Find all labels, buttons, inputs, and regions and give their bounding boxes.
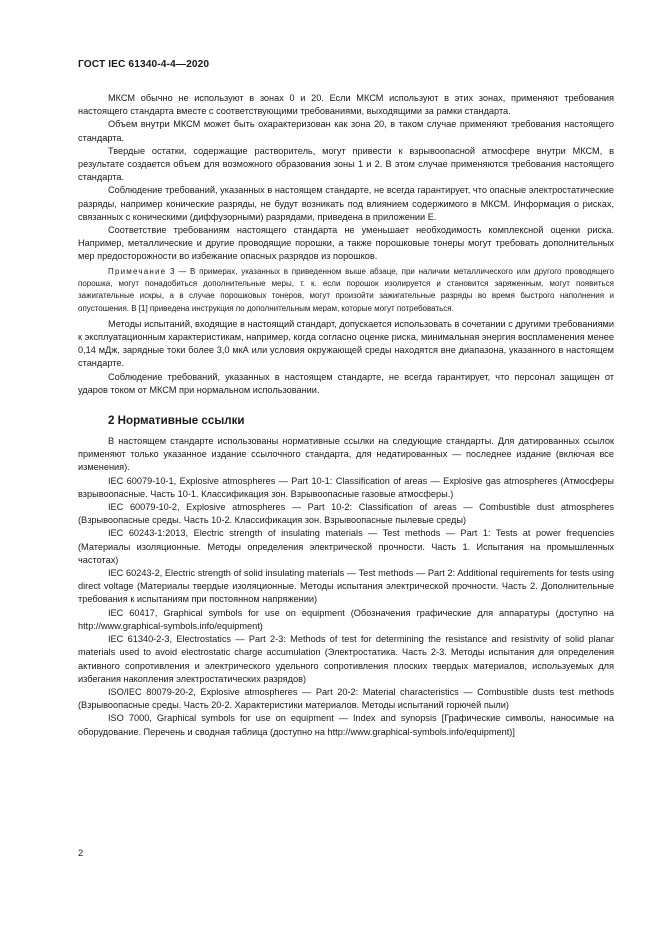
reference-item: IEC 60243-1:2013, Electric strength of insulating materials — Test methods — Part 1: Tests at power frequencies (Материалы изоляционные. Методы определения электрической прочности. Часть 1. Испытания на промышленных частотах)	[78, 528, 614, 565]
paragraph: Методы испытаний, входящие в настоящий стандарт, допускается использовать в сочетании с другими требованиями к эксплуатационным характеристикам, например, когда согласно оценке риска, минимальная энергия воспламенения менее 0,14 мДж, зарядные токи более 3,0 мкА или условия окружающей среды находятся вне диапазона, указанного в настоящем стандарте.	[78, 318, 614, 369]
paragraph: Соблюдение требований, указанных в настоящем стандарте, не всегда гарантирует, что опасные электростатические разряды, например конические разряды, не будут возникать под влиянием содержимого в МКСМ. Информация о рисках, связанных с коническими (диффузорными) разрядами, приведена в приложении Е.	[78, 185, 614, 222]
reference-item: IEC 60417, Graphical symbols for use on equipment (Обозначения графические для аппаратуры (доступно на http://www.graphical-symbols.info/equipment)	[78, 607, 614, 631]
reference-item: IEC 61340-2-3, Electrostatics — Part 2-3: Methods of test for determining the resistance and resistivity of solid planar materials used to avoid electrostatic charge accumulation (Электростатика. Часть 2-3. Методы испытания для определения активного сопротивления и электрического удельного сопротивления плоских твердых материалов, используемых для избегания накопления электростатических разрядов)	[78, 634, 614, 684]
paragraph: Соответствие требованиям настоящего стандарта не уменьшает необходимость комплексной оценки риска. Например, металлические и другие проводящие порошки, а также порошковые тонеры могут требовать дополнительных мер предосторожности во избежание опасных разрядов из порошков.	[78, 225, 614, 262]
paragraph: МКСМ обычно не используют в зонах 0 и 20. Если МКСМ используют в этих зонах, применяют требования настоящего стандарта вместе с соответствующими требованиями, выходящими за рамки стандарта.	[78, 93, 614, 117]
reference-item: ISO 7000, Graphical symbols for use on equipment — Index and synopsis [Графические символы, наносимые на оборудование. Перечень и сводная таблица (доступно на http://www.graphical-symbols.info/equipment)]	[78, 713, 614, 737]
paragraph: Соблюдение требований, указанных в настоящем стандарте, не всегда гарантирует, что персонал защищен от ударов током от МКСМ при нормальном использовании.	[78, 371, 614, 395]
document-body	[78, 92, 614, 739]
paragraph: Твердые остатки, содержащие растворитель, могут привести к взрывоопасной атмосфере внутри МКСМ, в результате создается объем для возможного образования зоны 1 и 2. В этом случае применяются требования настоящего стандарта.	[78, 145, 614, 183]
reference-item: IEC 60079-10-1, Explosive atmospheres — Part 10-1: Classification of areas — Explosive gas atmospheres (Атмосферы взрывоопасные. Часть 10-1. Классификация зон. Взрывоопасные газовые атмосферы.)	[78, 475, 614, 499]
reference-item: ISO/IEC 80079-20-2, Explosive atmospheres — Part 20-2: Material characteristics — Combustible dusts test methods (Взрывоопасные среды. Часть 20-2. Характеристики материалов. Методы испытаний горючей пыли)	[78, 686, 614, 711]
document-header-title: ГОСТ IEC 61340-4-4—2020	[78, 59, 210, 70]
reference-item: IEC 60079-10-2, Explosive atmospheres — Part 10-2: Classification of areas — Combustible dust atmospheres (Взрывоопасные среды. Часть 10-2. Классификация зон. Взрывоопасные пылевые среды)	[78, 502, 614, 526]
note-text: 3 — В примерах, указанных в приведенном выше абзаце, при наличии металлического или другого проводящего порошка, могут понадобиться дополнительные меры, т. к. если порошок изолируется и становится заряженным, могут появиться зажигательные искры, а в случае порошковых тонеров, могут произойти зажигательные разряды во время быстрого наполнения и опустошения. В [1] приведена инструкция по дополнительным мерам, которые могут потребоваться.	[78, 266, 614, 313]
page-number: 2	[78, 847, 84, 858]
section-heading: 2 Нормативные ссылки	[108, 414, 245, 428]
paragraph: Объем внутри МКСМ может быть охарактеризован как зона 20, в таком случае применяют требования настоящего стандарта.	[78, 119, 614, 143]
note-paragraph	[78, 266, 614, 315]
paragraph: В настоящем стандарте использованы нормативные ссылки на следующие стандарты. Для датированных ссылок применяют только указанное издание ссылочного стандарта, для недатированных — последнее издание (включая все изменения).	[78, 436, 614, 473]
reference-item: IEC 60243-2, Electric strength of solid insulating materials — Test methods — Part 2: Additional requirements for tests using direct voltage (Материалы твердые изоляционные. Методы испытания электрической прочности. Часть 2. Дополнительные требования к испытаниям при постоянном напряжении)	[78, 568, 614, 605]
note-label: Примечание	[108, 266, 167, 276]
